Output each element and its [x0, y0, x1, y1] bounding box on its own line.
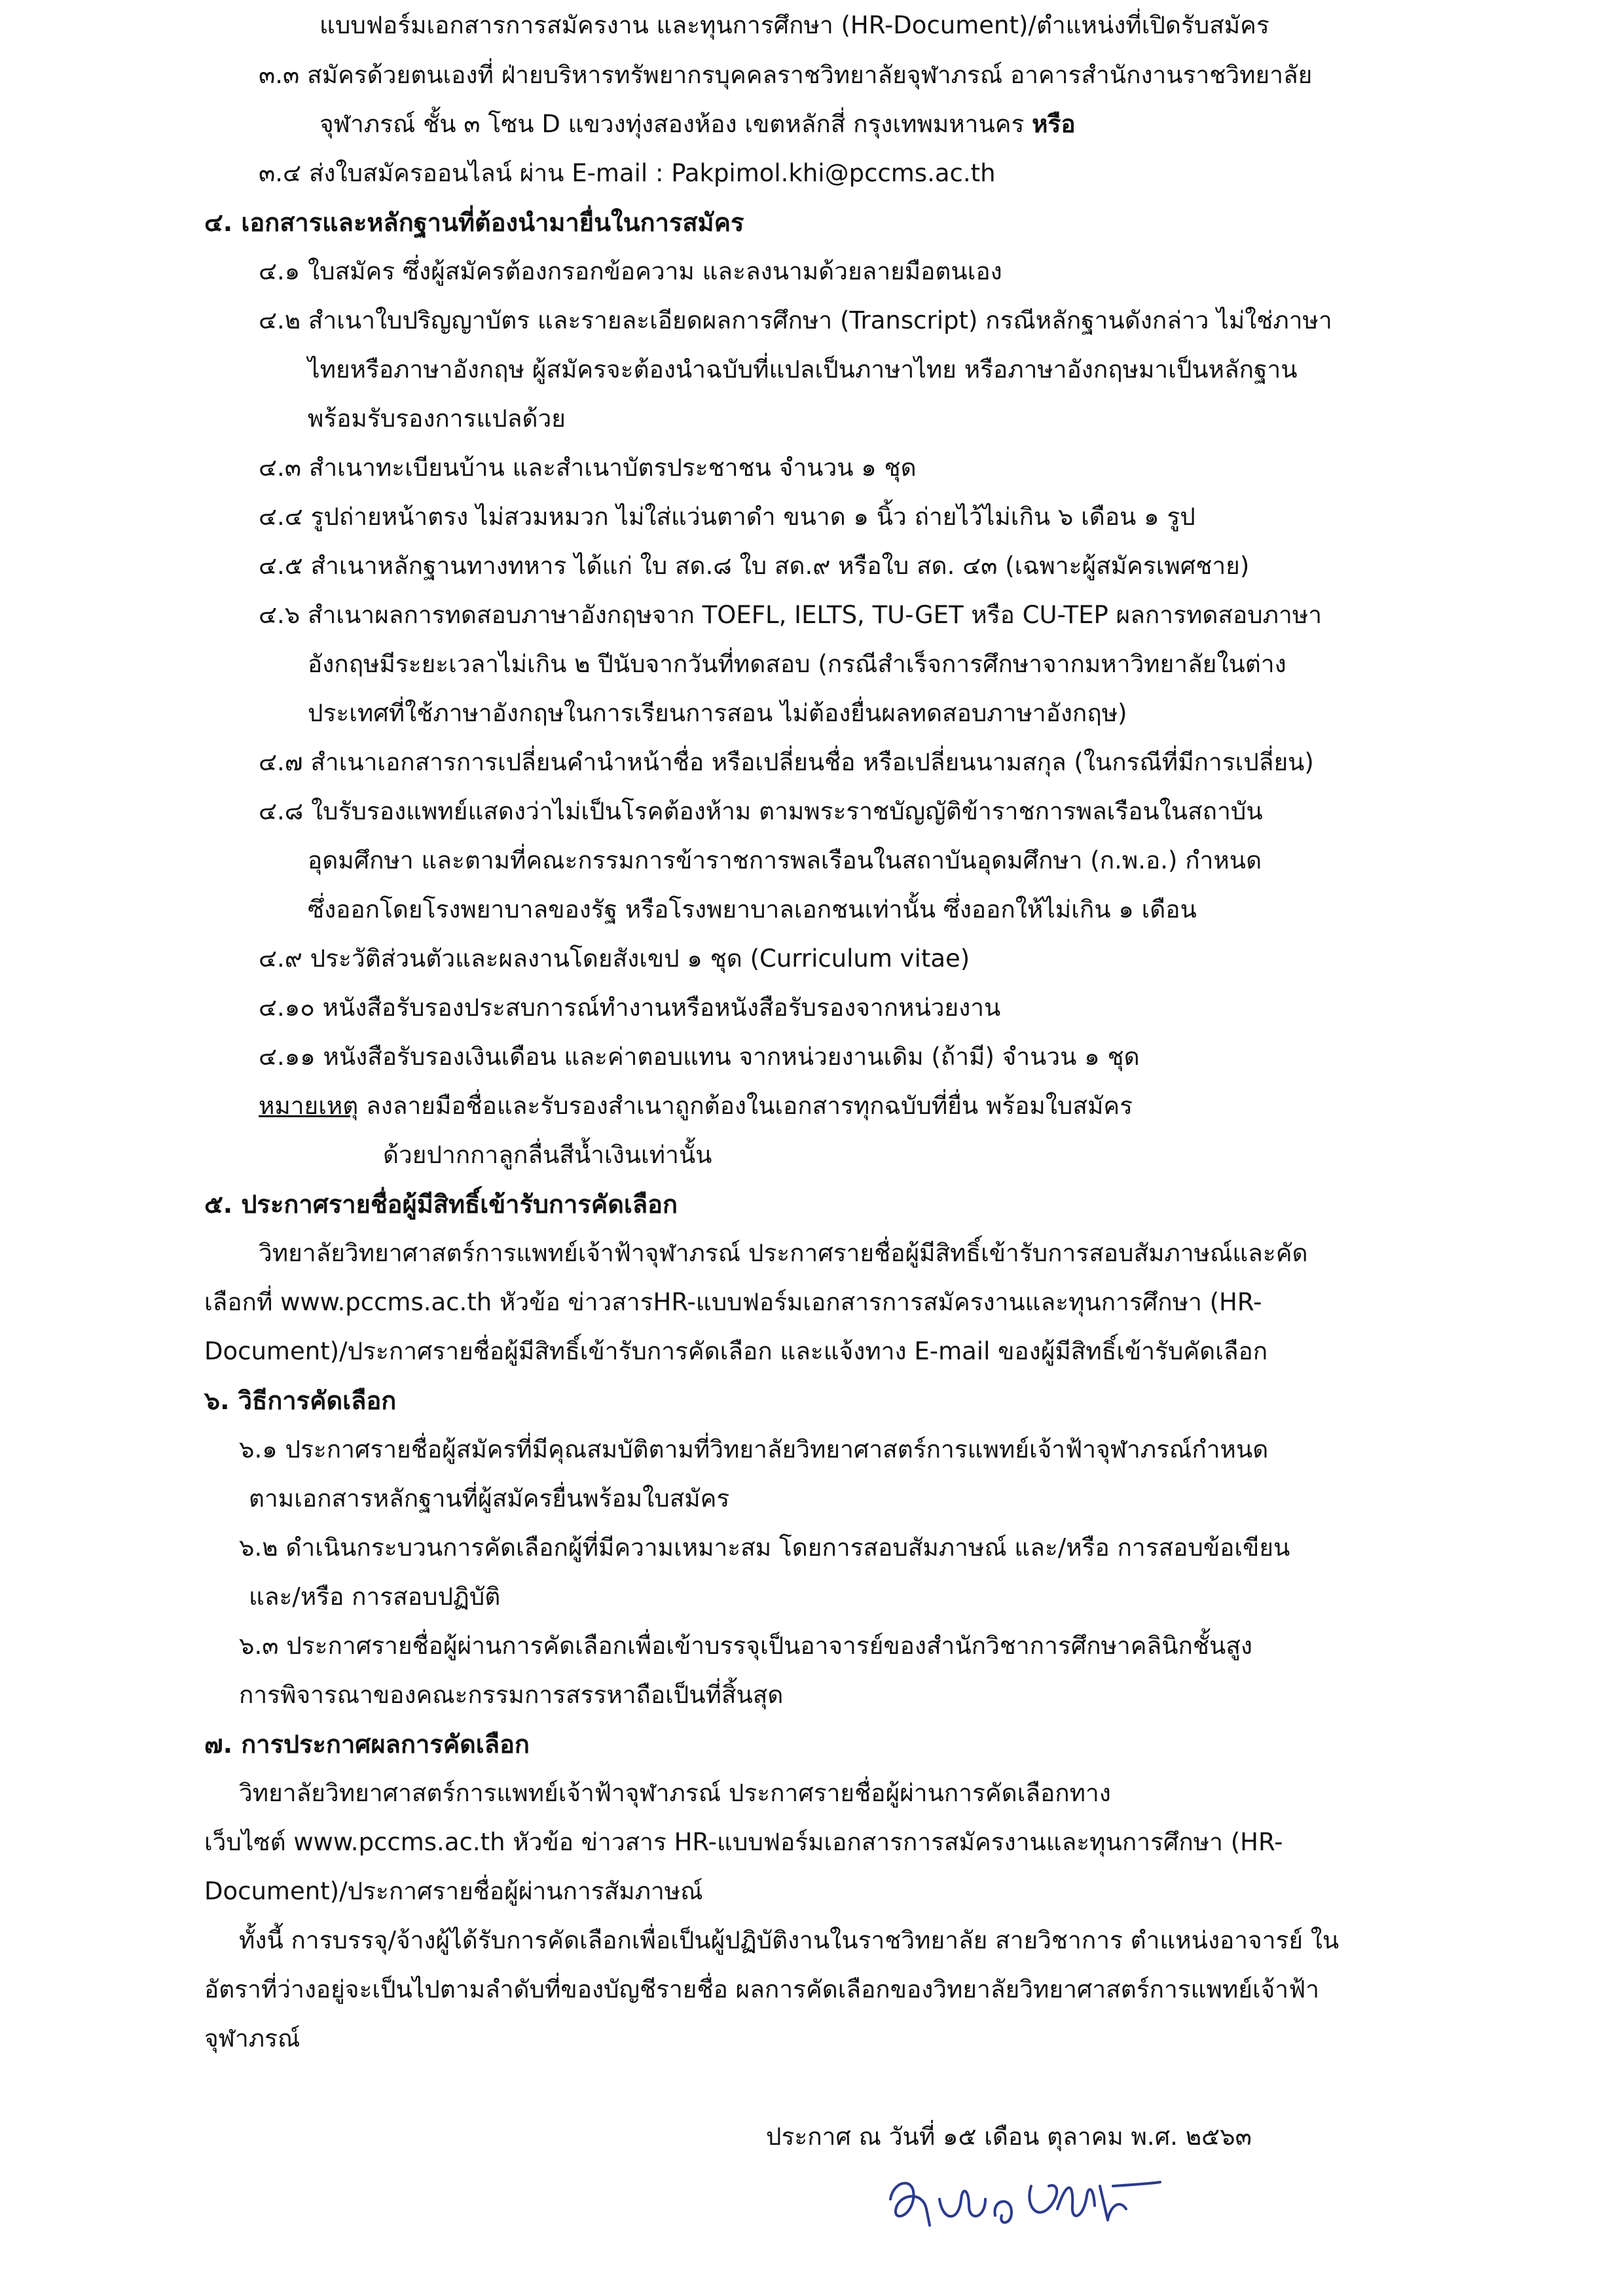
- sec5-heading: ๕. ประกาศรายชื่อผู้มีสิทธิ์เข้ารับการคัดเลือก: [204, 1190, 678, 1219]
- sec6-item-3-cont: การพิจารณาของคณะกรรมการสรรหาถือเป็นที่สิ้นสุด: [239, 1681, 784, 1709]
- sec5-paragraph: วิทยาลัยวิทยาศาสตร์การแพทย์เจ้าฟ้าจุฬาภรณ์ ประกาศรายชื่อผู้มีสิทธิ์เข้ารับการสอบสัมภาษณ์และคัด: [259, 1239, 1308, 1267]
- sec7-paragraph-2-cont: จุฬาภรณ์: [204, 2024, 301, 2053]
- sec4-item-2-cont: พร้อมรับรองการแปลด้วย: [308, 404, 566, 433]
- sec4-item-8-cont: ซึ่งออกโดยโรงพยาบาลของรัฐ หรือโรงพยาบาลเอกชนเท่านั้น ซึ่งออกให้ไม่เกิน ๑ เดือน: [308, 895, 1197, 924]
- sec7-heading: ๗. การประกาศผลการคัดเลือก: [204, 1730, 530, 1759]
- note-label: หมายเหตุ: [259, 1092, 359, 1120]
- sec3-item-3-cont: จุฬาภรณ์ ชั้น ๓ โซน D แขวงทุ่งสองห้อง เขตหลักสี่ กรุงเทพมหานคร หรือ: [319, 110, 1076, 138]
- or-keyword: หรือ: [1032, 110, 1076, 138]
- sec4-item-4: ๔.๔ รูปถ่ายหน้าตรง ไม่สวมหมวก ไม่ใส่แว่นตาดำ ขนาด ๑ นิ้ว ถ่ายไว้ไม่เกิน ๖ เดือน ๑ รูป: [259, 503, 1195, 531]
- sec4-item-6-cont: ประเทศที่ใช้ภาษาอังกฤษในการเรียนการสอน ไม่ต้องยื่นผลทดสอบภาษาอังกฤษ): [308, 699, 1127, 727]
- sec4-note: หมายเหตุ ลงลายมือชื่อและรับรองสำเนาถูกต้องในเอกสารทุกฉบับที่ยื่น พร้อมใบสมัคร: [259, 1092, 1133, 1120]
- sec5-paragraph-cont: Document)/ประกาศรายชื่อผู้มีสิทธิ์เข้ารับการคัดเลือก และแจ้งทาง E-mail ของผู้มีสิทธิ์เข้ารับคัดเลือก: [204, 1337, 1268, 1365]
- sec4-item-10: ๔.๑๐ หนังสือรับรองประสบการณ์ทำงานหรือหนังสือรับรองจากหน่วยงาน: [259, 994, 1001, 1022]
- sec4-item-8: ๔.๘ ใบรับรองแพทย์แสดงว่าไม่เป็นโรคต้องห้าม ตามพระราชบัญญัติข้าราชการพลเรือนในสถาบัน: [259, 797, 1263, 825]
- sec4-item-3: ๔.๓ สำเนาทะเบียนบ้าน และสำเนาบัตรประชาชน จำนวน ๑ ชุด: [259, 454, 917, 482]
- sec3-item-3: ๓.๓ สมัครด้วยตนเองที่ ฝ่ายบริหารทรัพยากรบุคคลราชวิทยาลัยจุฬาภรณ์ อาคารสำนักงานราชวิทยาลัย: [259, 61, 1313, 89]
- sec4-note-cont: ด้วยปากกาลูกลื่นสีน้ำเงินเท่านั้น: [383, 1141, 712, 1169]
- sec6-item-2: ๖.๒ ดำเนินกระบวนการคัดเลือกผู้ที่มีความเหมาะสม โดยการสอบสัมภาษณ์ และ/หรือ การสอบข้อเขียน: [239, 1534, 1290, 1562]
- sec4-item-2: ๔.๒ สำเนาใบปริญญาบัตร และรายละเอียดผลการศึกษา (Transcript) กรณีหลักฐานดังกล่าว ไม่ใช่ภาษา: [259, 306, 1332, 334]
- sec3-line: แบบฟอร์มเอกสารการสมัครงาน และทุนการศึกษา (HR-Document)/ตำแหน่งที่เปิดรับสมัคร: [319, 11, 1269, 39]
- sec5-paragraph-cont: เลือกที่ www.pccms.ac.th หัวข้อ ข่าวสารHR-แบบฟอร์มเอกสารการสมัครงานและทุนการศึกษา (HR-: [204, 1288, 1262, 1316]
- sec7-paragraph-1: วิทยาลัยวิทยาศาสตร์การแพทย์เจ้าฟ้าจุฬาภรณ์ ประกาศรายชื่อผู้ผ่านการคัดเลือกทาง: [239, 1779, 1111, 1807]
- sec7-paragraph-1-cont: เว็บไซต์ www.pccms.ac.th หัวข้อ ข่าวสาร HR-แบบฟอร์มเอกสารการสมัครงานและทุนการศึกษา (HR-: [204, 1828, 1283, 1856]
- sec6-item-2-cont: และ/หรือ การสอบปฏิบัติ: [249, 1583, 501, 1611]
- sec7-paragraph-1-cont: Document)/ประกาศรายชื่อผู้ผ่านการสัมภาษณ์: [204, 1877, 703, 1905]
- sec6-heading: ๖. วิธีการคัดเลือก: [204, 1386, 397, 1415]
- sec4-item-6: ๔.๖ สำเนาผลการทดสอบภาษาอังกฤษจาก TOEFL, IELTS, TU-GET หรือ CU-TEP ผลการทดสอบภาษา: [259, 601, 1322, 629]
- sec4-item-2-cont: ไทยหรือภาษาอังกฤษ ผู้สมัครจะต้องนำฉบับที่แปลเป็นภาษาไทย หรือภาษาอังกฤษมาเป็นหลักฐาน: [308, 355, 1298, 384]
- sec4-heading: ๔. เอกสารและหลักฐานที่ต้องนำมายื่นในการสมัคร: [204, 208, 744, 237]
- signature-image: [877, 2160, 1165, 2258]
- sec4-item-7: ๔.๗ สำเนาเอกสารการเปลี่ยนคำนำหน้าชื่อ หรือเปลี่ยนชื่อ หรือเปลี่ยนนามสกุล (ในกรณีที่มีการเปลี่ยน): [259, 748, 1314, 776]
- sec7-paragraph-2: ทั้งนี้ การบรรจุ/จ้างผู้ได้รับการคัดเลือกเพื่อเป็นผู้ปฏิบัติงานในราชวิทยาลัย สายวิชาการ ตำแหน่งอาจารย์ ใน: [239, 1926, 1340, 1954]
- sec4-item-8-cont: อุดมศึกษา และตามที่คณะกรรมการข้าราชการพลเรือนในสถาบันอุดมศึกษา (ก.พ.อ.) กำหนด: [308, 846, 1262, 874]
- sec7-paragraph-2-cont: อัตราที่ว่างอยู่จะเป็นไปตามลำดับที่ของบัญชีรายชื่อ ผลการคัดเลือกของวิทยาลัยวิทยาศาสตร์การแพทย์เจ้าฟ้า: [204, 1975, 1320, 2003]
- sec4-item-1: ๔.๑ ใบสมัคร ซึ่งผู้สมัครต้องกรอกข้อความ และลงนามด้วยลายมือตนเอง: [259, 257, 1002, 285]
- announcement-date: ประกาศ ณ วันที่ ๑๕ เดือน ตุลาคม พ.ศ. ๒๕๖๓: [766, 2123, 1252, 2151]
- sec4-item-9: ๔.๙ ประวัติส่วนตัวและผลงานโดยสังเขป ๑ ชุด (Curriculum vitae): [259, 944, 970, 973]
- sec3-item-4: ๓.๔ ส่งใบสมัครออนไลน์ ผ่าน E-mail : Pakpimol.khi@pccms.ac.th: [259, 159, 996, 187]
- sec6-item-3: ๖.๓ ประกาศรายชื่อผู้ผ่านการคัดเลือกเพื่อเข้าบรรจุเป็นอาจารย์ของสำนักวิชาการศึกษาคลินิกชั้นสูง: [239, 1632, 1252, 1660]
- sec4-item-11: ๔.๑๑ หนังสือรับรองเงินเดือน และค่าตอบแทน จากหน่วยงานเดิม (ถ้ามี) จำนวน ๑ ชุด: [259, 1043, 1140, 1071]
- sec6-item-1: ๖.๑ ประกาศรายชื่อผู้สมัครที่มีคุณสมบัติตามที่วิทยาลัยวิทยาศาสตร์การแพทย์เจ้าฟ้าจุฬาภรณ์กำหนด: [239, 1435, 1269, 1463]
- sec4-item-5: ๔.๕ สำเนาหลักฐานทางทหาร ได้แก่ ใบ สด.๘ ใบ สด.๙ หรือใบ สด. ๔๓ (เฉพาะผู้สมัครเพศชาย): [259, 552, 1250, 580]
- sec6-item-1-cont: ตามเอกสารหลักฐานที่ผู้สมัครยื่นพร้อมใบสมัคร: [249, 1484, 730, 1513]
- sec4-item-6-cont: อังกฤษมีระยะเวลาไม่เกิน ๒ ปีนับจากวันที่ทดสอบ (กรณีสำเร็จการศึกษาจากมหาวิทยาลัยในต่าง: [308, 650, 1286, 678]
